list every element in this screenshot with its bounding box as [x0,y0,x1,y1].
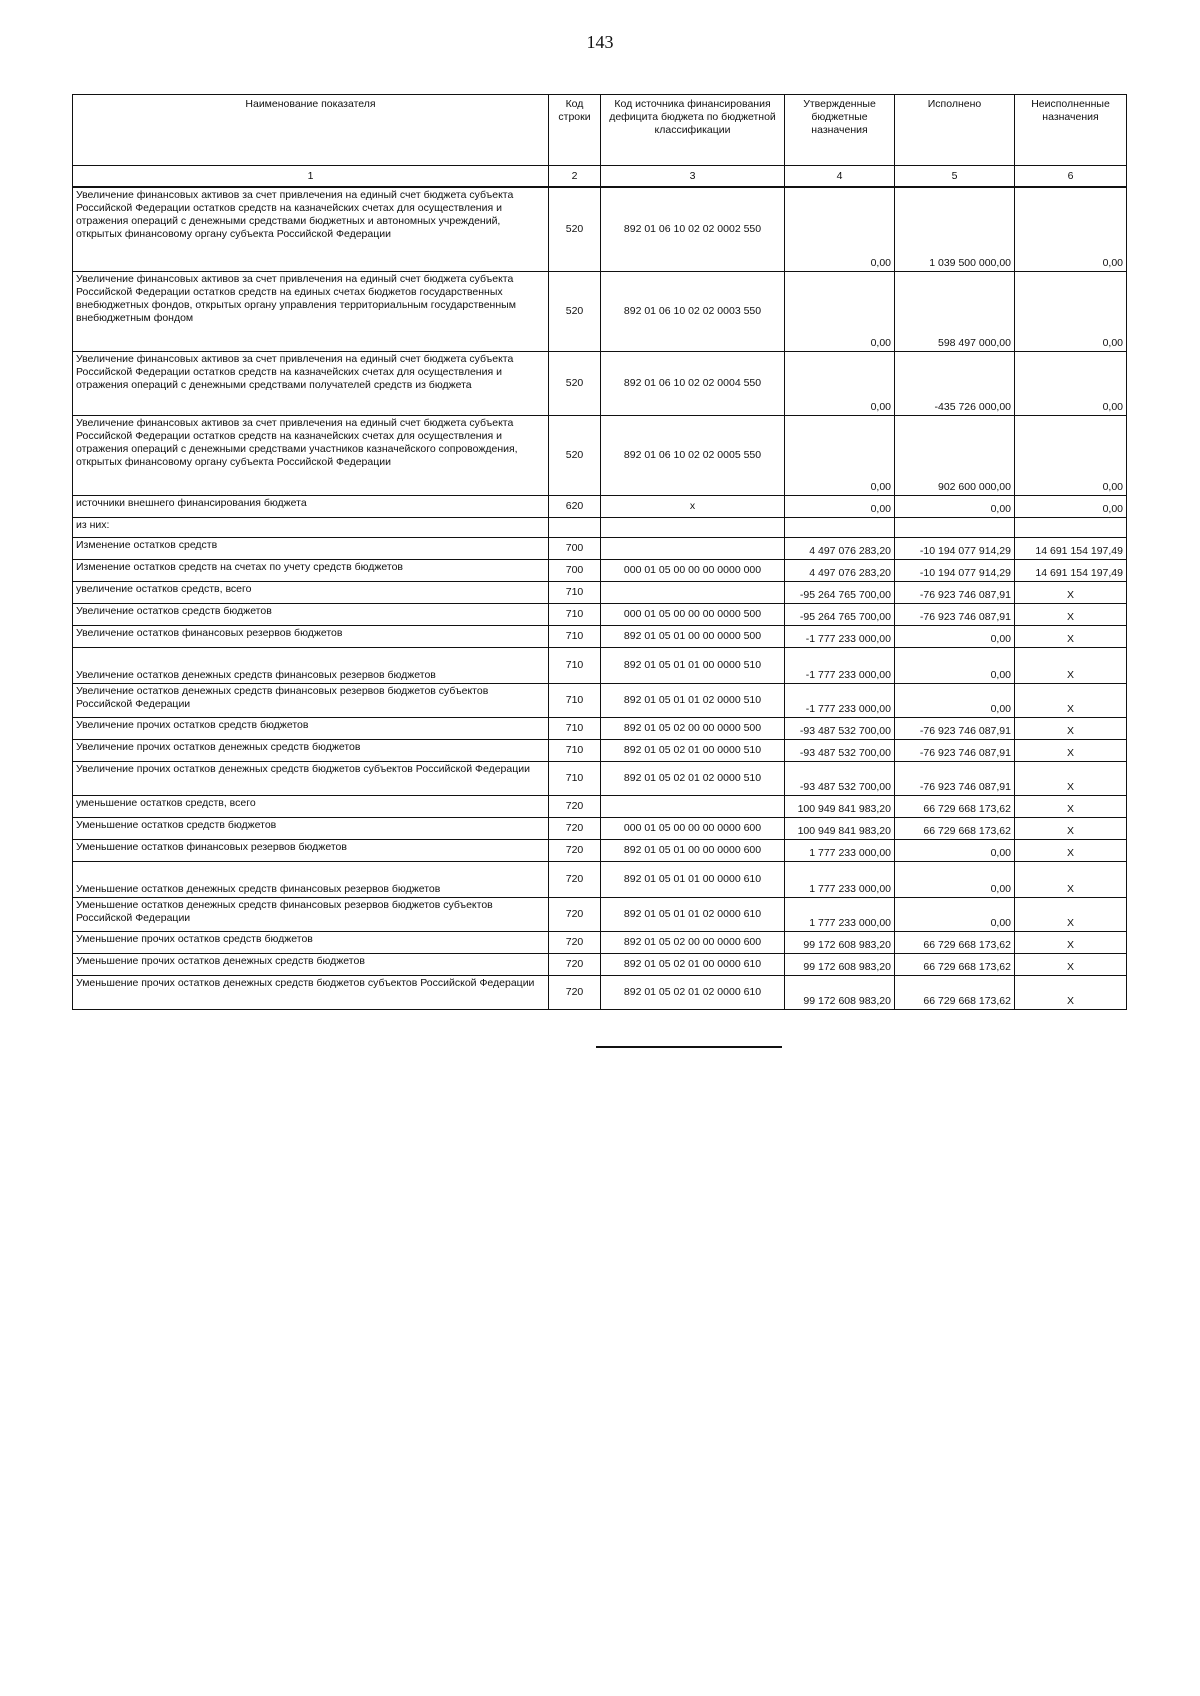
row-unexecuted-value: 0,00 [1015,271,1127,351]
row-unexecuted-value: X [1015,603,1127,625]
row-approved-value: 100 949 841 983,20 [785,795,895,817]
row-approved-value: 0,00 [785,495,895,517]
row-executed-value: -76 923 746 087,91 [895,581,1015,603]
row-line-code: 720 [549,953,601,975]
row-unexecuted-value: X [1015,625,1127,647]
row-approved-value: 1 777 233 000,00 [785,861,895,897]
row-source-code: x [601,495,785,517]
row-unexecuted-value: X [1015,683,1127,717]
row-unexecuted-value: X [1015,761,1127,795]
row-line-code [549,517,601,537]
row-indicator-name: Уменьшение прочих остатков денежных средств бюджетов субъектов Российской Федерации [73,975,549,1009]
row-executed-value: -10 194 077 914,29 [895,537,1015,559]
footer-divider [596,1046,782,1048]
row-source-code: 892 01 05 02 01 02 0000 610 [601,975,785,1009]
row-approved-value: 1 777 233 000,00 [785,839,895,861]
table-row [73,559,1127,581]
row-indicator-name: Уменьшение прочих остатков средств бюджетов [73,931,549,953]
row-indicator-name: Увеличение остатков средств бюджетов [73,603,549,625]
header-executed: Исполнено [895,95,1015,166]
table-row [73,761,1127,795]
row-indicator-name: из них: [73,517,549,537]
row-approved-value: -95 264 765 700,00 [785,603,895,625]
table-row [73,271,1127,351]
row-approved-value: -93 487 532 700,00 [785,761,895,795]
table-row [73,931,1127,953]
row-line-code: 720 [549,861,601,897]
row-line-code: 720 [549,839,601,861]
table-row [73,817,1127,839]
row-executed-value: 0,00 [895,495,1015,517]
table-row [73,351,1127,415]
row-approved-value: -1 777 233 000,00 [785,625,895,647]
row-source-code [601,517,785,537]
table-row [73,975,1127,1009]
row-executed-value: 0,00 [895,683,1015,717]
row-indicator-name: Увеличение остатков финансовых резервов бюджетов [73,625,549,647]
row-line-code: 710 [549,625,601,647]
budget-sources-table [72,94,1127,1010]
row-approved-value: -93 487 532 700,00 [785,717,895,739]
row-indicator-name: Уменьшение остатков денежных средств финансовых резервов бюджетов субъектов Российской Федерации [73,897,549,931]
row-indicator-name: Увеличение финансовых активов за счет привлечения на единый счет бюджета субъекта Российской Федерации остатков средств на единых счетах бюджетов государственных внебюджетных фондов, открытых органу управления территориальным государственным внебюджетным фондом [73,271,549,351]
row-executed-value: 0,00 [895,625,1015,647]
row-indicator-name: увеличение остатков средств, всего [73,581,549,603]
row-indicator-name: Уменьшение остатков денежных средств финансовых резервов бюджетов [73,861,549,897]
row-approved-value: 99 172 608 983,20 [785,931,895,953]
row-executed-value: 66 729 668 173,62 [895,817,1015,839]
row-approved-value: 0,00 [785,187,895,271]
row-line-code: 520 [549,351,601,415]
row-source-code: 892 01 06 10 02 02 0003 550 [601,271,785,351]
row-unexecuted-value: 0,00 [1015,495,1127,517]
row-line-code: 720 [549,897,601,931]
row-source-code: 000 01 05 00 00 00 0000 500 [601,603,785,625]
row-approved-value: 4 497 076 283,20 [785,537,895,559]
row-unexecuted-value: X [1015,931,1127,953]
row-executed-value: -76 923 746 087,91 [895,603,1015,625]
row-source-code [601,795,785,817]
row-indicator-name: Увеличение прочих остатков денежных средств бюджетов [73,739,549,761]
row-executed-value: 0,00 [895,839,1015,861]
row-source-code: 892 01 05 01 01 00 0000 510 [601,647,785,683]
row-indicator-name: Увеличение финансовых активов за счет привлечения на единый счет бюджета субъекта Российской Федерации остатков средств на казначейских счетах для осуществления и отражения операций с денежными средствами бюджетных и автономных учреждений, открытых финансовому органу субъекта Российской Федерации [73,187,549,271]
row-unexecuted-value: X [1015,795,1127,817]
row-executed-value: 1 039 500 000,00 [895,187,1015,271]
row-source-code: 000 01 05 00 00 00 0000 600 [601,817,785,839]
row-approved-value: 100 949 841 983,20 [785,817,895,839]
row-source-code: 892 01 05 02 00 00 0000 500 [601,717,785,739]
row-line-code: 710 [549,683,601,717]
row-executed-value: 0,00 [895,897,1015,931]
row-source-code: 892 01 05 01 00 00 0000 600 [601,839,785,861]
row-source-code: 000 01 05 00 00 00 0000 000 [601,559,785,581]
column-number: 3 [601,166,785,188]
row-source-code [601,581,785,603]
row-unexecuted-value: X [1015,975,1127,1009]
row-executed-value: 66 729 668 173,62 [895,953,1015,975]
column-number: 6 [1015,166,1127,188]
row-line-code: 710 [549,739,601,761]
row-indicator-name: Уменьшение остатков средств бюджетов [73,817,549,839]
row-line-code: 700 [549,559,601,581]
row-approved-value: 0,00 [785,351,895,415]
row-source-code: 892 01 05 01 00 00 0000 500 [601,625,785,647]
row-indicator-name: Изменение остатков средств [73,537,549,559]
row-indicator-name: Увеличение остатков денежных средств финансовых резервов бюджетов субъектов Российской Федерации [73,683,549,717]
row-unexecuted-value: X [1015,861,1127,897]
header-line-code: Код строки [549,95,601,166]
row-source-code: 892 01 06 10 02 02 0002 550 [601,187,785,271]
table-row [73,603,1127,625]
row-source-code: 892 01 05 02 00 00 0000 600 [601,931,785,953]
row-approved-value: -1 777 233 000,00 [785,647,895,683]
row-unexecuted-value: X [1015,897,1127,931]
row-line-code: 710 [549,717,601,739]
table-row [73,415,1127,495]
row-indicator-name: Увеличение прочих остатков средств бюджетов [73,717,549,739]
row-approved-value: 99 172 608 983,20 [785,975,895,1009]
row-indicator-name: Увеличение финансовых активов за счет привлечения на единый счет бюджета субъекта Российской Федерации остатков средств на казначейских счетах для осуществления и отражения операций с денежными средствами участников казначейского сопровождения, открытых финансовому органу субъекта Российской Федерации [73,415,549,495]
row-indicator-name: Уменьшение остатков финансовых резервов бюджетов [73,839,549,861]
row-indicator-name: уменьшение остатков средств, всего [73,795,549,817]
column-number: 5 [895,166,1015,188]
table-row [73,647,1127,683]
table-row [73,187,1127,271]
row-unexecuted-value: 0,00 [1015,415,1127,495]
row-source-code: 892 01 05 02 01 00 0000 510 [601,739,785,761]
row-line-code: 700 [549,537,601,559]
header-indicator-name: Наименование показателя [73,95,549,166]
row-executed-value: -76 923 746 087,91 [895,717,1015,739]
row-executed-value: 0,00 [895,861,1015,897]
column-number-row [73,166,1127,188]
header-unexecuted: Неисполненные назначения [1015,95,1127,166]
table-row [73,537,1127,559]
row-unexecuted-value: X [1015,647,1127,683]
row-executed-value: 598 497 000,00 [895,271,1015,351]
row-source-code: 892 01 06 10 02 02 0005 550 [601,415,785,495]
row-unexecuted-value: 0,00 [1015,187,1127,271]
page-number: 143 [586,32,614,52]
row-executed-value: -76 923 746 087,91 [895,739,1015,761]
row-line-code: 710 [549,581,601,603]
row-approved-value: 0,00 [785,415,895,495]
table-row [73,795,1127,817]
table-row [73,717,1127,739]
row-line-code: 710 [549,761,601,795]
row-unexecuted-value: 14 691 154 197,49 [1015,559,1127,581]
row-executed-value: -76 923 746 087,91 [895,761,1015,795]
table-header-row [73,95,1127,166]
table-row [73,517,1127,537]
row-unexecuted-value: X [1015,739,1127,761]
row-indicator-name: Увеличение прочих остатков денежных средств бюджетов субъектов Российской Федерации [73,761,549,795]
row-executed-value [895,517,1015,537]
row-executed-value: 0,00 [895,647,1015,683]
row-indicator-name: Уменьшение прочих остатков денежных средств бюджетов [73,953,549,975]
row-executed-value: 66 729 668 173,62 [895,931,1015,953]
row-line-code: 720 [549,817,601,839]
row-unexecuted-value: 14 691 154 197,49 [1015,537,1127,559]
row-source-code: 892 01 05 01 01 02 0000 610 [601,897,785,931]
row-line-code: 720 [549,975,601,1009]
row-indicator-name: Увеличение финансовых активов за счет привлечения на единый счет бюджета субъекта Российской Федерации остатков средств на казначейских счетах для осуществления и отражения операций с денежными средствами получателей средств из бюджета [73,351,549,415]
row-unexecuted-value: X [1015,717,1127,739]
table-row [73,953,1127,975]
row-unexecuted-value: X [1015,581,1127,603]
column-number: 2 [549,166,601,188]
table-row [73,897,1127,931]
row-approved-value: -93 487 532 700,00 [785,739,895,761]
table-row [73,495,1127,517]
row-approved-value: 1 777 233 000,00 [785,897,895,931]
row-unexecuted-value [1015,517,1127,537]
row-executed-value: 902 600 000,00 [895,415,1015,495]
row-line-code: 720 [549,931,601,953]
row-approved-value: -1 777 233 000,00 [785,683,895,717]
row-indicator-name: Увеличение остатков денежных средств финансовых резервов бюджетов [73,647,549,683]
row-source-code: 892 01 05 01 01 00 0000 610 [601,861,785,897]
table-row [73,839,1127,861]
row-source-code: 892 01 05 02 01 00 0000 610 [601,953,785,975]
row-source-code: 892 01 05 02 01 02 0000 510 [601,761,785,795]
row-line-code: 520 [549,271,601,351]
row-source-code [601,537,785,559]
row-unexecuted-value: X [1015,953,1127,975]
row-source-code: 892 01 06 10 02 02 0004 550 [601,351,785,415]
row-executed-value: -435 726 000,00 [895,351,1015,415]
table-row [73,861,1127,897]
row-line-code: 710 [549,603,601,625]
row-unexecuted-value: X [1015,817,1127,839]
row-line-code: 520 [549,187,601,271]
row-line-code: 720 [549,795,601,817]
row-approved-value: -95 264 765 700,00 [785,581,895,603]
row-source-code: 892 01 05 01 01 02 0000 510 [601,683,785,717]
row-line-code: 710 [549,647,601,683]
row-approved-value [785,517,895,537]
row-line-code: 520 [549,415,601,495]
row-unexecuted-value: 0,00 [1015,351,1127,415]
row-approved-value: 99 172 608 983,20 [785,953,895,975]
row-indicator-name: Изменение остатков средств на счетах по учету средств бюджетов [73,559,549,581]
row-unexecuted-value: X [1015,839,1127,861]
header-source-code: Код источника финансирования дефицита бюджета по бюджетной классификации [601,95,785,166]
header-approved: Утвержденные бюджетные назначения [785,95,895,166]
row-executed-value: -10 194 077 914,29 [895,559,1015,581]
row-indicator-name: источники внешнего финансирования бюджета [73,495,549,517]
table-row [73,625,1127,647]
column-number: 1 [73,166,549,188]
row-executed-value: 66 729 668 173,62 [895,975,1015,1009]
row-approved-value: 4 497 076 283,20 [785,559,895,581]
column-number: 4 [785,166,895,188]
row-line-code: 620 [549,495,601,517]
row-approved-value: 0,00 [785,271,895,351]
table-row [73,739,1127,761]
table-row [73,683,1127,717]
row-executed-value: 66 729 668 173,62 [895,795,1015,817]
table-row [73,581,1127,603]
